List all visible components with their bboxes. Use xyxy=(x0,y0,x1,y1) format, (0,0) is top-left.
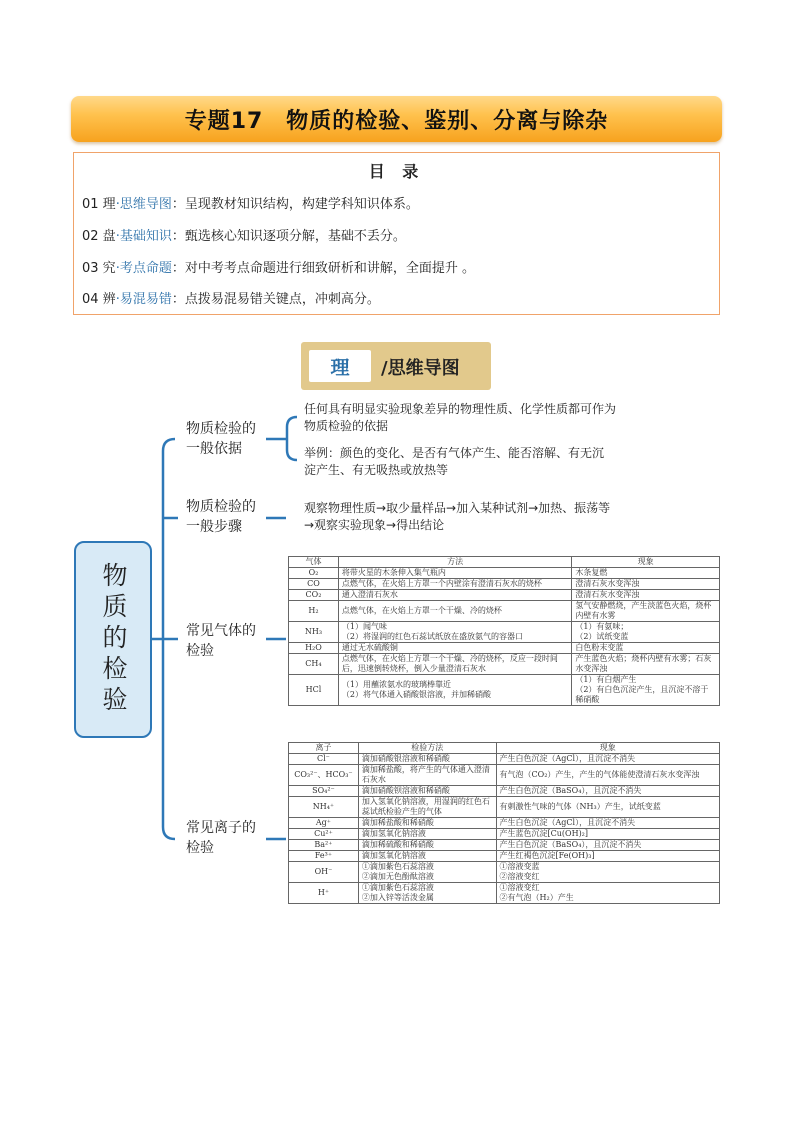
table-cell: 滴加稀盐酸和稀硝酸 xyxy=(358,818,496,829)
toc-item-number: 03 究 xyxy=(82,261,116,276)
table-row xyxy=(289,818,720,829)
mindmap-root xyxy=(74,541,152,738)
table-row xyxy=(289,765,720,786)
table-row xyxy=(289,590,720,601)
table-cell: （1）有氨味； （2）试纸变蓝 xyxy=(572,622,720,643)
table-cell: 有气泡（CO₂）产生，产生的气体能使澄清石灰水变浑浊 xyxy=(496,765,719,786)
table-cell: Cl⁻ xyxy=(289,754,359,765)
ion-test-table xyxy=(288,742,720,904)
section-tag-text: /思维导图 xyxy=(381,358,460,379)
mindmap-branch-basis: 物质检验的一般依据 xyxy=(186,421,256,457)
table-cell: 木条复燃 xyxy=(572,568,720,579)
mindmap-branch-gas: 常见气体的检验 xyxy=(186,623,256,659)
table-cell: Fe³⁺ xyxy=(289,851,359,862)
table-cell: 滴加硝酸银溶液和稀硝酸 xyxy=(358,754,496,765)
table-row xyxy=(289,601,720,622)
table-cell: 滴加稀硫酸和稀硝酸 xyxy=(358,840,496,851)
table-row xyxy=(289,883,720,904)
table-header: 检验方法 xyxy=(358,743,496,754)
table-cell: CO xyxy=(289,579,339,590)
toc-item-desc: ：呈现教材知识结构，构建学科知识体系。 xyxy=(171,197,419,212)
table-cell: HCl xyxy=(289,675,339,706)
table-header: 离子 xyxy=(289,743,359,754)
mindmap-branch-steps: 物质检验的一般步骤 xyxy=(186,499,256,535)
table-cell: Ba²⁺ xyxy=(289,840,359,851)
table-cell: O₂ xyxy=(289,568,339,579)
table-cell: H⁺ xyxy=(289,883,359,904)
table-cell: OH⁻ xyxy=(289,862,359,883)
table-cell: Cu²⁺ xyxy=(289,829,359,840)
table-cell: ①溶液变蓝 ②溶液变红 xyxy=(496,862,719,883)
table-cell: CH₄ xyxy=(289,654,339,675)
table-row xyxy=(289,786,720,797)
toc-item-number: 02 盘 xyxy=(82,229,116,244)
toc-heading: 目 录 xyxy=(368,162,425,181)
table-cell: 通入澄清石灰水 xyxy=(338,590,571,601)
toc-item-desc: ：对中考考点命题进行细致研析和讲解，全面提升 。 xyxy=(171,261,475,276)
table-cell: 滴加氢氧化钠溶液 xyxy=(358,851,496,862)
table-cell: 产生白色沉淀（AgCl），且沉淀不消失 xyxy=(496,754,719,765)
table-cell: 通过无水硫酸铜 xyxy=(338,643,571,654)
table-cell: （1）闻气味 （2）将湿润的红色石蕊试纸放在盛放氨气的容器口 xyxy=(338,622,571,643)
table-cell: 产生白色沉淀（BaSO₄），且沉淀不消失 xyxy=(496,786,719,797)
table-cell: 有刺激性气味的气体（NH₃）产生，试纸变蓝 xyxy=(496,797,719,818)
table-row xyxy=(289,754,720,765)
section-tag-box: 理 xyxy=(309,350,371,382)
table-row xyxy=(289,654,720,675)
table-cell: 澄清石灰水变浑浊 xyxy=(572,590,720,601)
table-header: 现象 xyxy=(496,743,719,754)
table-cell: 产生红褐色沉淀[Fe(OH)₃] xyxy=(496,851,719,862)
toc-item-key: ·思维导图 xyxy=(115,197,172,212)
table-cell: ①滴加紫色石蕊溶液 ②加入锌等活泼金属 xyxy=(358,883,496,904)
table-cell: 滴加稀盐酸，将产生的气体通入澄清石灰水 xyxy=(358,765,496,786)
table-row xyxy=(289,568,720,579)
table-cell: NH₄⁺ xyxy=(289,797,359,818)
toc-item-desc: ：点拨易混易错关键点，冲刺高分。 xyxy=(171,292,380,307)
table-cell: 氢气安静燃烧，产生淡蓝色火焰，烧杯内壁有水雾 xyxy=(572,601,720,622)
mindmap-branch-ion: 常见离子的检验 xyxy=(186,820,256,856)
table-cell: 点燃气体，在火焰上方罩一个干燥、冷的烧杯 xyxy=(338,601,571,622)
table-cell: 滴加氢氧化钠溶液 xyxy=(358,829,496,840)
table-cell: H₂O xyxy=(289,643,339,654)
table-row xyxy=(289,862,720,883)
table-cell: ①滴加紫色石蕊溶液 ②滴加无色酚酞溶液 xyxy=(358,862,496,883)
table-row xyxy=(289,851,720,862)
table-cell: 点燃气体，在火焰上方罩一个干燥、冷的烧杯，反应一段时间后，迅速倒转烧杯，倒入少量澄清石灰水 xyxy=(338,654,571,675)
table-cell: CO₃²⁻、HCO₃⁻ xyxy=(289,765,359,786)
mindmap-leaf: 任何具有明显实验现象差异的物理性质、化学性质都可作为物质检验的依据 xyxy=(304,402,617,433)
table-cell: H₂ xyxy=(289,601,339,622)
table-cell: （1）用蘸浓氨水的玻璃棒靠近 （2）将气体通入硝酸银溶液，并加稀硝酸 xyxy=(338,675,571,706)
table-cell: 将带火星的木条伸入集气瓶内 xyxy=(338,568,571,579)
table-cell: 澄清石灰水变浑浊 xyxy=(572,579,720,590)
table-cell: Ag⁺ xyxy=(289,818,359,829)
toc-item-number: 01 理 xyxy=(82,197,116,212)
table-row xyxy=(289,643,720,654)
table-row xyxy=(289,829,720,840)
table-cell: （1）有白烟产生 （2）有白色沉淀产生，且沉淀不溶于稀硝酸 xyxy=(572,675,720,706)
mindmap-leaf: 举例：颜色的变化、是否有气体产生、能否溶解、有无沉淀产生、有无吸热或放热等 xyxy=(304,446,605,477)
table-cell: 白色粉末变蓝 xyxy=(572,643,720,654)
page-title: 专题17 物质的检验、鉴别、分离与除杂 xyxy=(184,108,609,134)
toc-item-desc: ：甄选核心知识逐项分解，基础不丢分。 xyxy=(171,229,406,244)
toc-item-number: 04 辨 xyxy=(82,292,116,307)
table-cell: CO₂ xyxy=(289,590,339,601)
mindmap-leaf: 观察物理性质→取少量样品→加入某种试剂→加热、振荡等→观察实验现象→得出结论 xyxy=(304,501,611,532)
table-row xyxy=(289,797,720,818)
mindmap-root-label: 物质的检验 xyxy=(99,562,128,717)
toc-item-key: ·易混易错 xyxy=(115,292,172,307)
table-cell: SO₄²⁻ xyxy=(289,786,359,797)
table-row xyxy=(289,622,720,643)
table-row xyxy=(289,675,720,706)
table-cell: 点燃气体，在火焰上方罩一个内壁涂有澄清石灰水的烧杯 xyxy=(338,579,571,590)
table-cell: ①溶液变红 ②有气泡（H₂）产生 xyxy=(496,883,719,904)
table-cell: 加入氢氧化钠溶液，用湿润的红色石蕊试纸检验产生的气体 xyxy=(358,797,496,818)
table-cell: 产生蓝色沉淀[Cu(OH)₂] xyxy=(496,829,719,840)
table-cell: 产生蓝色火焰；烧杯内壁有水雾；石灰水变浑浊 xyxy=(572,654,720,675)
toc-item-key: ·基础知识 xyxy=(115,229,172,244)
table-cell: 产生白色沉淀（AgCl），且沉淀不消失 xyxy=(496,818,719,829)
table-header: 现象 xyxy=(572,557,720,568)
table-cell: 产生白色沉淀（BaSO₄），且沉淀不消失 xyxy=(496,840,719,851)
table-cell: NH₃ xyxy=(289,622,339,643)
toc-item-key: ·考点命题 xyxy=(115,261,172,276)
table-cell: 滴加硝酸钡溶液和稀硝酸 xyxy=(358,786,496,797)
table-row xyxy=(289,579,720,590)
table-header: 方法 xyxy=(338,557,571,568)
table-header: 气体 xyxy=(289,557,339,568)
table-row xyxy=(289,840,720,851)
gas-test-table xyxy=(288,556,720,706)
